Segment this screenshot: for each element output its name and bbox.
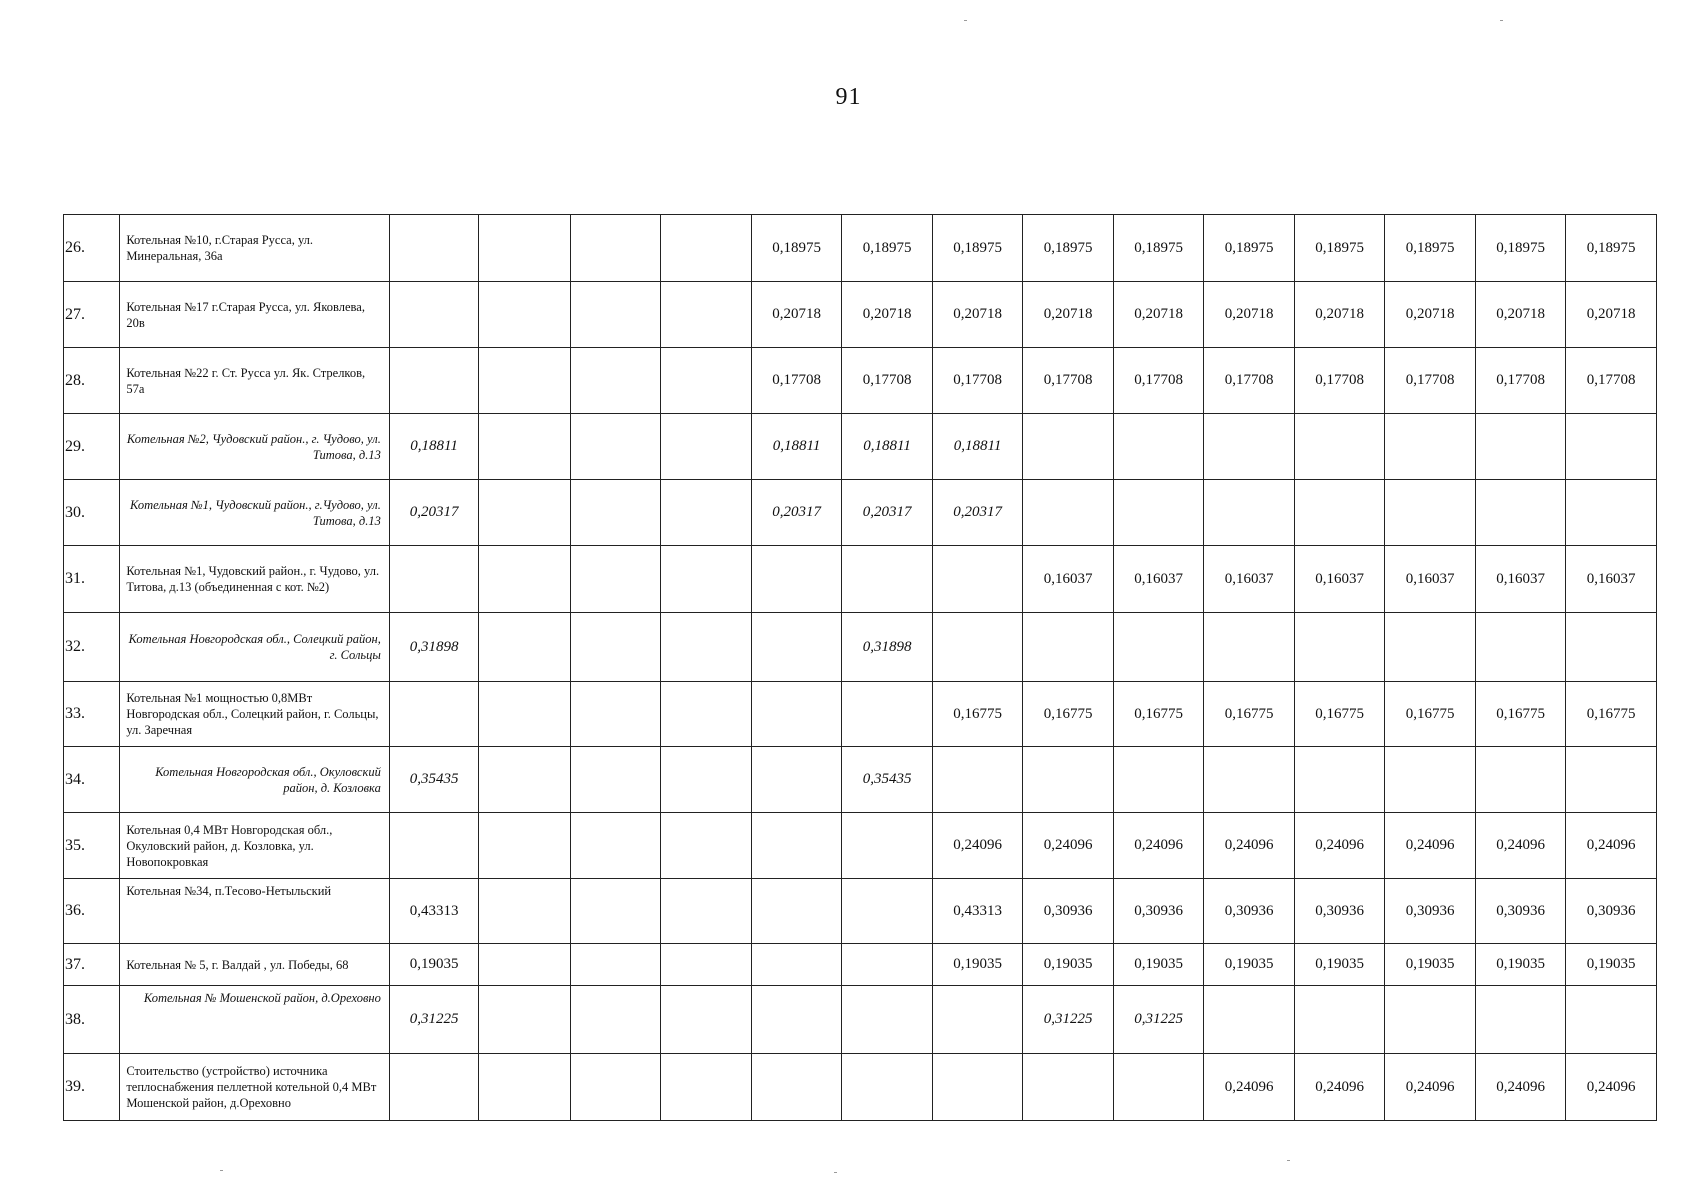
boiler-name: Котельная № 5, г. Валдай , ул. Победы, 68 xyxy=(120,944,390,986)
scan-speck xyxy=(1500,20,1503,21)
boiler-name: Котельная №34, п.Тесово-Нетыльский xyxy=(120,879,390,944)
value-cell: 0,30936 xyxy=(1023,879,1114,944)
value-cell: 0,20718 xyxy=(1385,282,1476,348)
value-cell xyxy=(479,944,571,986)
boiler-name: Котельная №10, г.Старая Русса, ул. Минеральная, 36а xyxy=(120,215,390,282)
value-cell: 0,18975 xyxy=(932,215,1023,282)
value-cell: 0,30936 xyxy=(1475,879,1566,944)
value-cell xyxy=(932,747,1023,813)
value-cell: 0,24096 xyxy=(1475,1054,1566,1121)
value-cell: 0,24096 xyxy=(1113,813,1204,879)
row-number: 29. xyxy=(64,414,120,480)
value-cell: 0,19035 xyxy=(932,944,1023,986)
value-cell xyxy=(570,986,661,1054)
row-number: 26. xyxy=(64,215,120,282)
value-cell: 0,19035 xyxy=(1566,944,1657,986)
value-cell xyxy=(479,348,571,414)
value-cell xyxy=(1113,1054,1204,1121)
value-cell: 0,43313 xyxy=(389,879,479,944)
value-cell xyxy=(1566,480,1657,546)
value-cell: 0,24096 xyxy=(1294,813,1385,879)
value-cell: 0,24096 xyxy=(1294,1054,1385,1121)
boiler-name: Котельная № Мошенской район, д.Ореховно xyxy=(120,986,390,1054)
value-cell: 0,16775 xyxy=(1023,682,1114,747)
value-cell xyxy=(1023,1054,1114,1121)
value-cell xyxy=(1023,480,1114,546)
value-cell: 0,16037 xyxy=(1566,546,1657,613)
value-cell xyxy=(751,1054,842,1121)
value-cell xyxy=(1566,747,1657,813)
value-cell: 0,20718 xyxy=(1204,282,1295,348)
value-cell: 0,17708 xyxy=(932,348,1023,414)
value-cell: 0,19035 xyxy=(1204,944,1295,986)
value-cell: 0,18975 xyxy=(1385,215,1476,282)
row-number: 30. xyxy=(64,480,120,546)
value-cell: 0,19035 xyxy=(1113,944,1204,986)
value-cell xyxy=(661,480,752,546)
value-cell xyxy=(570,348,661,414)
value-cell xyxy=(751,986,842,1054)
boiler-name: Стоительство (устройство) источника теплоснабжения пеллетной котельной 0,4 МВт Мошенской район, д.Ореховно xyxy=(120,1054,390,1121)
value-cell xyxy=(1113,747,1204,813)
table-row xyxy=(64,348,1657,414)
value-cell xyxy=(842,944,933,986)
value-cell: 0,19035 xyxy=(1385,944,1476,986)
boiler-name: Котельная №1, Чудовский район., г. Чудово, ул. Титова, д.13 (объединенная с кот. №2) xyxy=(120,546,390,613)
value-cell: 0,16037 xyxy=(1475,546,1566,613)
value-cell: 0,16775 xyxy=(1204,682,1295,747)
value-cell xyxy=(1204,613,1295,682)
value-cell: 0,20718 xyxy=(842,282,933,348)
value-cell xyxy=(570,1054,661,1121)
page-number: 91 xyxy=(835,84,862,110)
table-row xyxy=(64,879,1657,944)
table-row xyxy=(64,986,1657,1054)
value-cell xyxy=(1204,747,1295,813)
boiler-name: Котельная №22 г. Ст. Русса ул. Як. Стрелков, 57а xyxy=(120,348,390,414)
value-cell xyxy=(1475,480,1566,546)
value-cell xyxy=(570,414,661,480)
value-cell xyxy=(751,613,842,682)
value-cell: 0,16775 xyxy=(1566,682,1657,747)
boiler-name: Котельная №2, Чудовский район., г. Чудово, ул. Титова, д.13 xyxy=(120,414,390,480)
value-cell xyxy=(751,546,842,613)
value-cell: 0,35435 xyxy=(842,747,933,813)
value-cell xyxy=(1113,613,1204,682)
value-cell: 0,20718 xyxy=(1475,282,1566,348)
value-cell xyxy=(570,879,661,944)
value-cell: 0,17708 xyxy=(1566,348,1657,414)
table-row xyxy=(64,944,1657,986)
value-cell: 0,24096 xyxy=(1566,1054,1657,1121)
value-cell xyxy=(479,1054,571,1121)
value-cell: 0,30936 xyxy=(1113,879,1204,944)
value-cell xyxy=(1385,747,1476,813)
value-cell xyxy=(661,944,752,986)
value-cell xyxy=(570,682,661,747)
value-cell xyxy=(1204,414,1295,480)
value-cell: 0,16775 xyxy=(1475,682,1566,747)
value-cell xyxy=(570,546,661,613)
value-cell xyxy=(932,613,1023,682)
value-cell xyxy=(389,348,479,414)
table-row xyxy=(64,414,1657,480)
value-cell: 0,20718 xyxy=(1023,282,1114,348)
value-cell: 0,18975 xyxy=(842,215,933,282)
value-cell: 0,20718 xyxy=(1566,282,1657,348)
boiler-name: Котельная Новгородская обл., Солецкий район, г. Сольцы xyxy=(120,613,390,682)
value-cell xyxy=(1385,480,1476,546)
value-cell xyxy=(661,215,752,282)
value-cell xyxy=(1023,613,1114,682)
value-cell: 0,18811 xyxy=(751,414,842,480)
value-cell: 0,20317 xyxy=(842,480,933,546)
value-cell xyxy=(661,986,752,1054)
value-cell xyxy=(570,480,661,546)
value-cell: 0,20718 xyxy=(751,282,842,348)
value-cell: 0,17708 xyxy=(1204,348,1295,414)
value-cell xyxy=(661,879,752,944)
value-cell: 0,43313 xyxy=(932,879,1023,944)
value-cell: 0,24096 xyxy=(1204,1054,1295,1121)
value-cell xyxy=(661,546,752,613)
value-cell xyxy=(1294,747,1385,813)
value-cell xyxy=(1294,480,1385,546)
scan-speck xyxy=(220,1170,223,1171)
value-cell xyxy=(661,747,752,813)
value-cell: 0,17708 xyxy=(1475,348,1566,414)
value-cell: 0,19035 xyxy=(1475,944,1566,986)
value-cell: 0,20317 xyxy=(389,480,479,546)
value-cell xyxy=(1566,613,1657,682)
value-cell: 0,19035 xyxy=(389,944,479,986)
row-number: 34. xyxy=(64,747,120,813)
value-cell xyxy=(842,1054,933,1121)
value-cell: 0,18975 xyxy=(1475,215,1566,282)
value-cell xyxy=(479,986,571,1054)
table-row xyxy=(64,546,1657,613)
table-row xyxy=(64,282,1657,348)
value-cell xyxy=(661,348,752,414)
value-cell: 0,24096 xyxy=(1566,813,1657,879)
value-cell: 0,16037 xyxy=(1385,546,1476,613)
value-cell: 0,18975 xyxy=(751,215,842,282)
value-cell xyxy=(389,546,479,613)
value-cell xyxy=(1023,414,1114,480)
value-cell: 0,30936 xyxy=(1294,879,1385,944)
value-cell xyxy=(1475,986,1566,1054)
scan-speck xyxy=(1287,1160,1290,1161)
value-cell xyxy=(1204,986,1295,1054)
value-cell xyxy=(842,986,933,1054)
value-cell: 0,20317 xyxy=(751,480,842,546)
value-cell xyxy=(389,282,479,348)
value-cell: 0,19035 xyxy=(1294,944,1385,986)
value-cell: 0,17708 xyxy=(1294,348,1385,414)
table-row xyxy=(64,1054,1657,1121)
table-row xyxy=(64,682,1657,747)
value-cell: 0,31898 xyxy=(389,613,479,682)
value-cell: 0,24096 xyxy=(1475,813,1566,879)
value-cell xyxy=(661,613,752,682)
table-row xyxy=(64,613,1657,682)
value-cell xyxy=(1475,613,1566,682)
value-cell xyxy=(1475,747,1566,813)
value-cell: 0,17708 xyxy=(1385,348,1476,414)
value-cell xyxy=(751,813,842,879)
value-cell: 0,18975 xyxy=(1566,215,1657,282)
row-number: 27. xyxy=(64,282,120,348)
table-row xyxy=(64,813,1657,879)
value-cell xyxy=(479,414,571,480)
value-cell xyxy=(479,480,571,546)
value-cell: 0,18811 xyxy=(389,414,479,480)
value-cell xyxy=(389,1054,479,1121)
boiler-name: Котельная 0,4 МВт Новгородская обл., Окуловский район, д. Козловка, ул. Новопокровкая xyxy=(120,813,390,879)
value-cell: 0,30936 xyxy=(1385,879,1476,944)
row-number: 35. xyxy=(64,813,120,879)
value-cell xyxy=(1023,747,1114,813)
value-cell: 0,17708 xyxy=(1113,348,1204,414)
row-number: 31. xyxy=(64,546,120,613)
value-cell: 0,16775 xyxy=(1385,682,1476,747)
value-cell: 0,17708 xyxy=(842,348,933,414)
value-cell: 0,16775 xyxy=(1294,682,1385,747)
value-cell: 0,16037 xyxy=(1294,546,1385,613)
value-cell xyxy=(389,813,479,879)
row-number: 37. xyxy=(64,944,120,986)
scan-speck xyxy=(964,20,967,21)
value-cell: 0,16037 xyxy=(1113,546,1204,613)
value-cell xyxy=(661,1054,752,1121)
value-cell: 0,24096 xyxy=(1023,813,1114,879)
value-cell: 0,16775 xyxy=(1113,682,1204,747)
table-row xyxy=(64,747,1657,813)
value-cell xyxy=(479,747,571,813)
value-cell xyxy=(1113,480,1204,546)
value-cell xyxy=(570,282,661,348)
tariff-table xyxy=(63,214,1657,1121)
value-cell: 0,31225 xyxy=(1023,986,1114,1054)
value-cell xyxy=(1204,480,1295,546)
value-cell: 0,18975 xyxy=(1023,215,1114,282)
table-row xyxy=(64,215,1657,282)
value-cell: 0,16037 xyxy=(1204,546,1295,613)
value-cell: 0,31225 xyxy=(389,986,479,1054)
boiler-name: Котельная №17 г.Старая Русса, ул. Яковлева, 20в xyxy=(120,282,390,348)
table-row xyxy=(64,480,1657,546)
value-cell xyxy=(1566,414,1657,480)
value-cell: 0,31898 xyxy=(842,613,933,682)
value-cell xyxy=(932,986,1023,1054)
value-cell xyxy=(1566,986,1657,1054)
value-cell xyxy=(842,813,933,879)
value-cell: 0,16037 xyxy=(1023,546,1114,613)
value-cell xyxy=(751,879,842,944)
value-cell xyxy=(570,613,661,682)
value-cell xyxy=(842,682,933,747)
value-cell: 0,18975 xyxy=(1294,215,1385,282)
value-cell: 0,20718 xyxy=(1113,282,1204,348)
value-cell: 0,24096 xyxy=(1385,1054,1476,1121)
value-cell xyxy=(1475,414,1566,480)
value-cell xyxy=(1113,414,1204,480)
value-cell: 0,18811 xyxy=(842,414,933,480)
boiler-name: Котельная Новгородская обл., Окуловский район, д. Козловка xyxy=(120,747,390,813)
value-cell: 0,31225 xyxy=(1113,986,1204,1054)
value-cell xyxy=(932,1054,1023,1121)
value-cell xyxy=(570,215,661,282)
value-cell xyxy=(570,813,661,879)
value-cell xyxy=(842,879,933,944)
row-number: 33. xyxy=(64,682,120,747)
row-number: 36. xyxy=(64,879,120,944)
value-cell xyxy=(570,944,661,986)
value-cell xyxy=(1385,613,1476,682)
value-cell: 0,18975 xyxy=(1204,215,1295,282)
value-cell xyxy=(479,282,571,348)
value-cell xyxy=(389,215,479,282)
value-cell: 0,17708 xyxy=(751,348,842,414)
value-cell xyxy=(751,682,842,747)
value-cell xyxy=(1294,986,1385,1054)
row-number: 38. xyxy=(64,986,120,1054)
value-cell xyxy=(389,682,479,747)
value-cell xyxy=(479,879,571,944)
value-cell xyxy=(570,747,661,813)
value-cell xyxy=(479,813,571,879)
value-cell: 0,30936 xyxy=(1566,879,1657,944)
value-cell: 0,24096 xyxy=(1385,813,1476,879)
value-cell xyxy=(932,546,1023,613)
value-cell: 0,19035 xyxy=(1023,944,1114,986)
value-cell xyxy=(479,682,571,747)
value-cell xyxy=(479,613,571,682)
value-cell xyxy=(1294,414,1385,480)
value-cell: 0,20317 xyxy=(932,480,1023,546)
value-cell: 0,24096 xyxy=(932,813,1023,879)
value-cell: 0,18975 xyxy=(1113,215,1204,282)
value-cell xyxy=(661,813,752,879)
value-cell xyxy=(842,546,933,613)
value-cell: 0,18811 xyxy=(932,414,1023,480)
value-cell: 0,16775 xyxy=(932,682,1023,747)
boiler-name: Котельная №1, Чудовский район., г.Чудово, ул. Титова, д.13 xyxy=(120,480,390,546)
value-cell xyxy=(1385,986,1476,1054)
value-cell xyxy=(479,546,571,613)
value-cell xyxy=(479,215,571,282)
value-cell xyxy=(661,414,752,480)
value-cell xyxy=(661,282,752,348)
value-cell xyxy=(661,682,752,747)
value-cell: 0,30936 xyxy=(1204,879,1295,944)
row-number: 28. xyxy=(64,348,120,414)
row-number: 32. xyxy=(64,613,120,682)
value-cell xyxy=(1294,613,1385,682)
row-number: 39. xyxy=(64,1054,120,1121)
value-cell xyxy=(751,944,842,986)
value-cell xyxy=(1385,414,1476,480)
scan-speck xyxy=(834,1172,837,1173)
value-cell: 0,24096 xyxy=(1204,813,1295,879)
boiler-name: Котельная №1 мощностью 0,8МВт Новгородская обл., Солецкий район, г. Сольцы, ул. Заречная xyxy=(120,682,390,747)
value-cell: 0,17708 xyxy=(1023,348,1114,414)
value-cell xyxy=(751,747,842,813)
value-cell: 0,35435 xyxy=(389,747,479,813)
value-cell: 0,20718 xyxy=(1294,282,1385,348)
value-cell: 0,20718 xyxy=(932,282,1023,348)
